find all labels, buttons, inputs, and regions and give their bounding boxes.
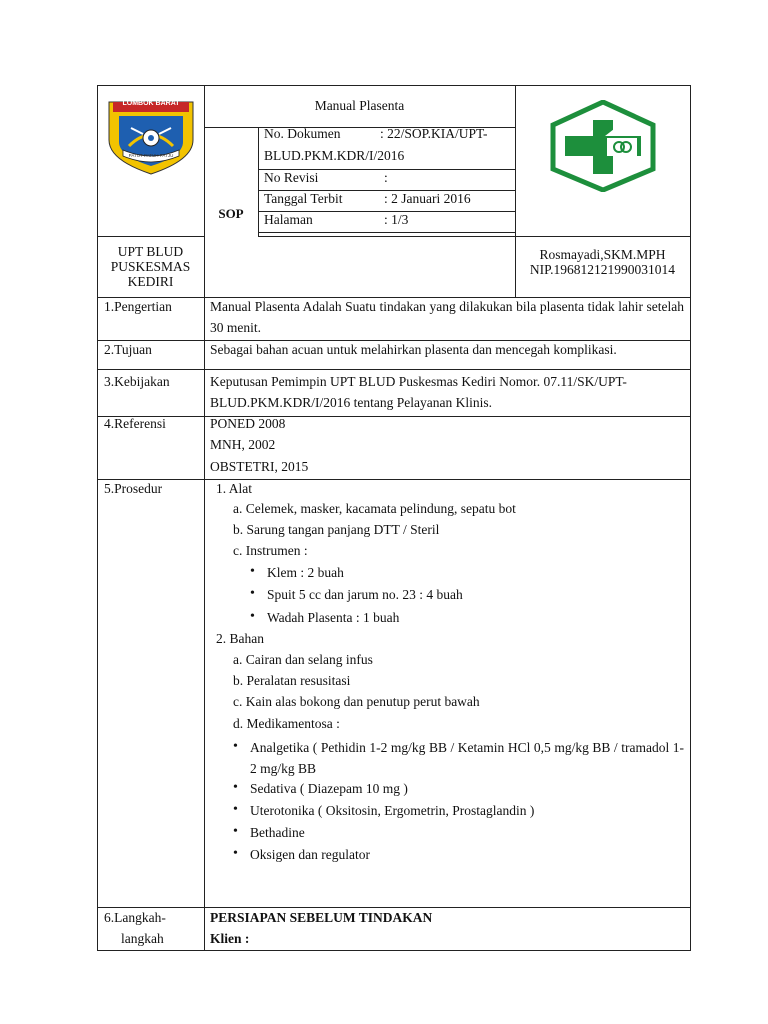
kebijakan-label: 3.Kebijakan [104,374,170,389]
klien-subheading: Klien : [210,931,250,946]
signatory-nip: NIP.196812121990031014 [529,262,676,277]
tanggal-terbit-label: Tanggal Terbit [264,191,343,206]
tujuan-label: 2.Tujuan [104,342,152,357]
instrumen-item: • Wadah Plasenta : 1 buah [267,610,399,626]
bahan-item: d. Medikamentosa : [233,716,340,731]
kebijakan-text-line-1: Keputusan Pemimpin UPT BLUD Puskesmas Kediri Nomor. 07.11/SK/UPT- [210,374,627,389]
alat-item: a. Celemek, masker, kacamata pelindung, sepatu bot [233,501,516,516]
puskesmas-cross-icon [549,100,657,192]
tanggal-terbit-value: : 2 Januari 2016 [384,191,471,206]
halaman-value: : 1/3 [384,212,409,227]
no-dokumen-value: : 22/SOP.KIA/UPT- [380,126,488,141]
signatory-name: Rosmayadi,SKM.MPH [539,247,666,262]
halaman-label: Halaman [264,212,313,227]
no-revisi-label: No Revisi [264,170,319,185]
no-dokumen-value-continued: BLUD.PKM.KDR/I/2016 [264,148,405,163]
medikamentosa-item: • Sedativa ( Diazepam 10 mg ) [250,781,408,797]
persiapan-heading: PERSIAPAN SEBELUM TINDAKAN [210,910,433,925]
sop-label: SOP [218,206,244,221]
crest-ribbon-text: PATUT PATUH PATJU [128,153,174,158]
medikamentosa-item: • Uterotonika ( Oksitosin, Ergometrin, Prostaglandin ) [250,803,534,819]
no-dokumen-label: No. Dokumen [264,126,341,141]
bahan-item: c. Kain alas bokong dan penutup perut bawah [233,694,480,709]
medikamentosa-item: • Analgetika ( Pethidin 1-2 mg/kg BB / Ketamin HCl 0,5 mg/kg BB / tramadol 1-2 mg/kg BB [250,737,684,779]
medikamentosa-item: • Oksigen dan regulator [250,847,370,863]
instrumen-item: • Spuit 5 cc dan jarum no. 23 : 4 buah [267,587,463,603]
alat-heading: 1. Alat [216,481,252,496]
tujuan-text: Sebagai bahan acuan untuk melahirkan plasenta dan mencegah komplikasi. [210,342,617,357]
referensi-label: 4.Referensi [104,416,166,431]
kebijakan-text-line-2: BLUD.PKM.KDR/I/2016 tentang Pelayanan Klinis. [210,395,492,410]
alat-item: b. Sarung tangan panjang DTT / Steril [233,522,440,537]
crest-banner-text: LOMBOK BARAT [122,100,180,107]
prosedur-label: 5.Prosedur [104,481,163,496]
referensi-item: OBSTETRI, 2015 [210,459,309,474]
bahan-heading: 2. Bahan [216,631,264,646]
langkah-label-line-2: langkah [121,931,164,946]
document-title: Manual Plasenta [314,98,405,113]
instrumen-item: • Klem : 2 buah [267,565,344,581]
referensi-item: MNH, 2002 [210,437,276,452]
institution-name [97,244,204,289]
no-revisi-value: : [384,170,388,185]
pengertian-label: 1.Pengertian [104,299,172,314]
bahan-item: a. Cairan dan selang infus [233,652,373,667]
medikamentosa-item: • Bethadine [250,825,305,841]
institution-line-2: PUSKESMAS [110,259,191,274]
signatory [515,247,690,277]
institution-line-3: KEDIRI [127,274,174,289]
pengertian-text: Manual Plasenta Adalah Suatu tindakan yang dilakukan bila plasenta tidak lahir setelah 30 menit. [210,299,684,335]
referensi-item: PONED 2008 [210,416,286,431]
regency-crest-icon [107,100,195,176]
bahan-item: b. Peralatan resusitasi [233,673,351,688]
alat-item: c. Instrumen : [233,543,308,558]
institution-line-1: UPT BLUD [117,244,184,259]
langkah-label-line-1: 6.Langkah- [104,910,166,925]
